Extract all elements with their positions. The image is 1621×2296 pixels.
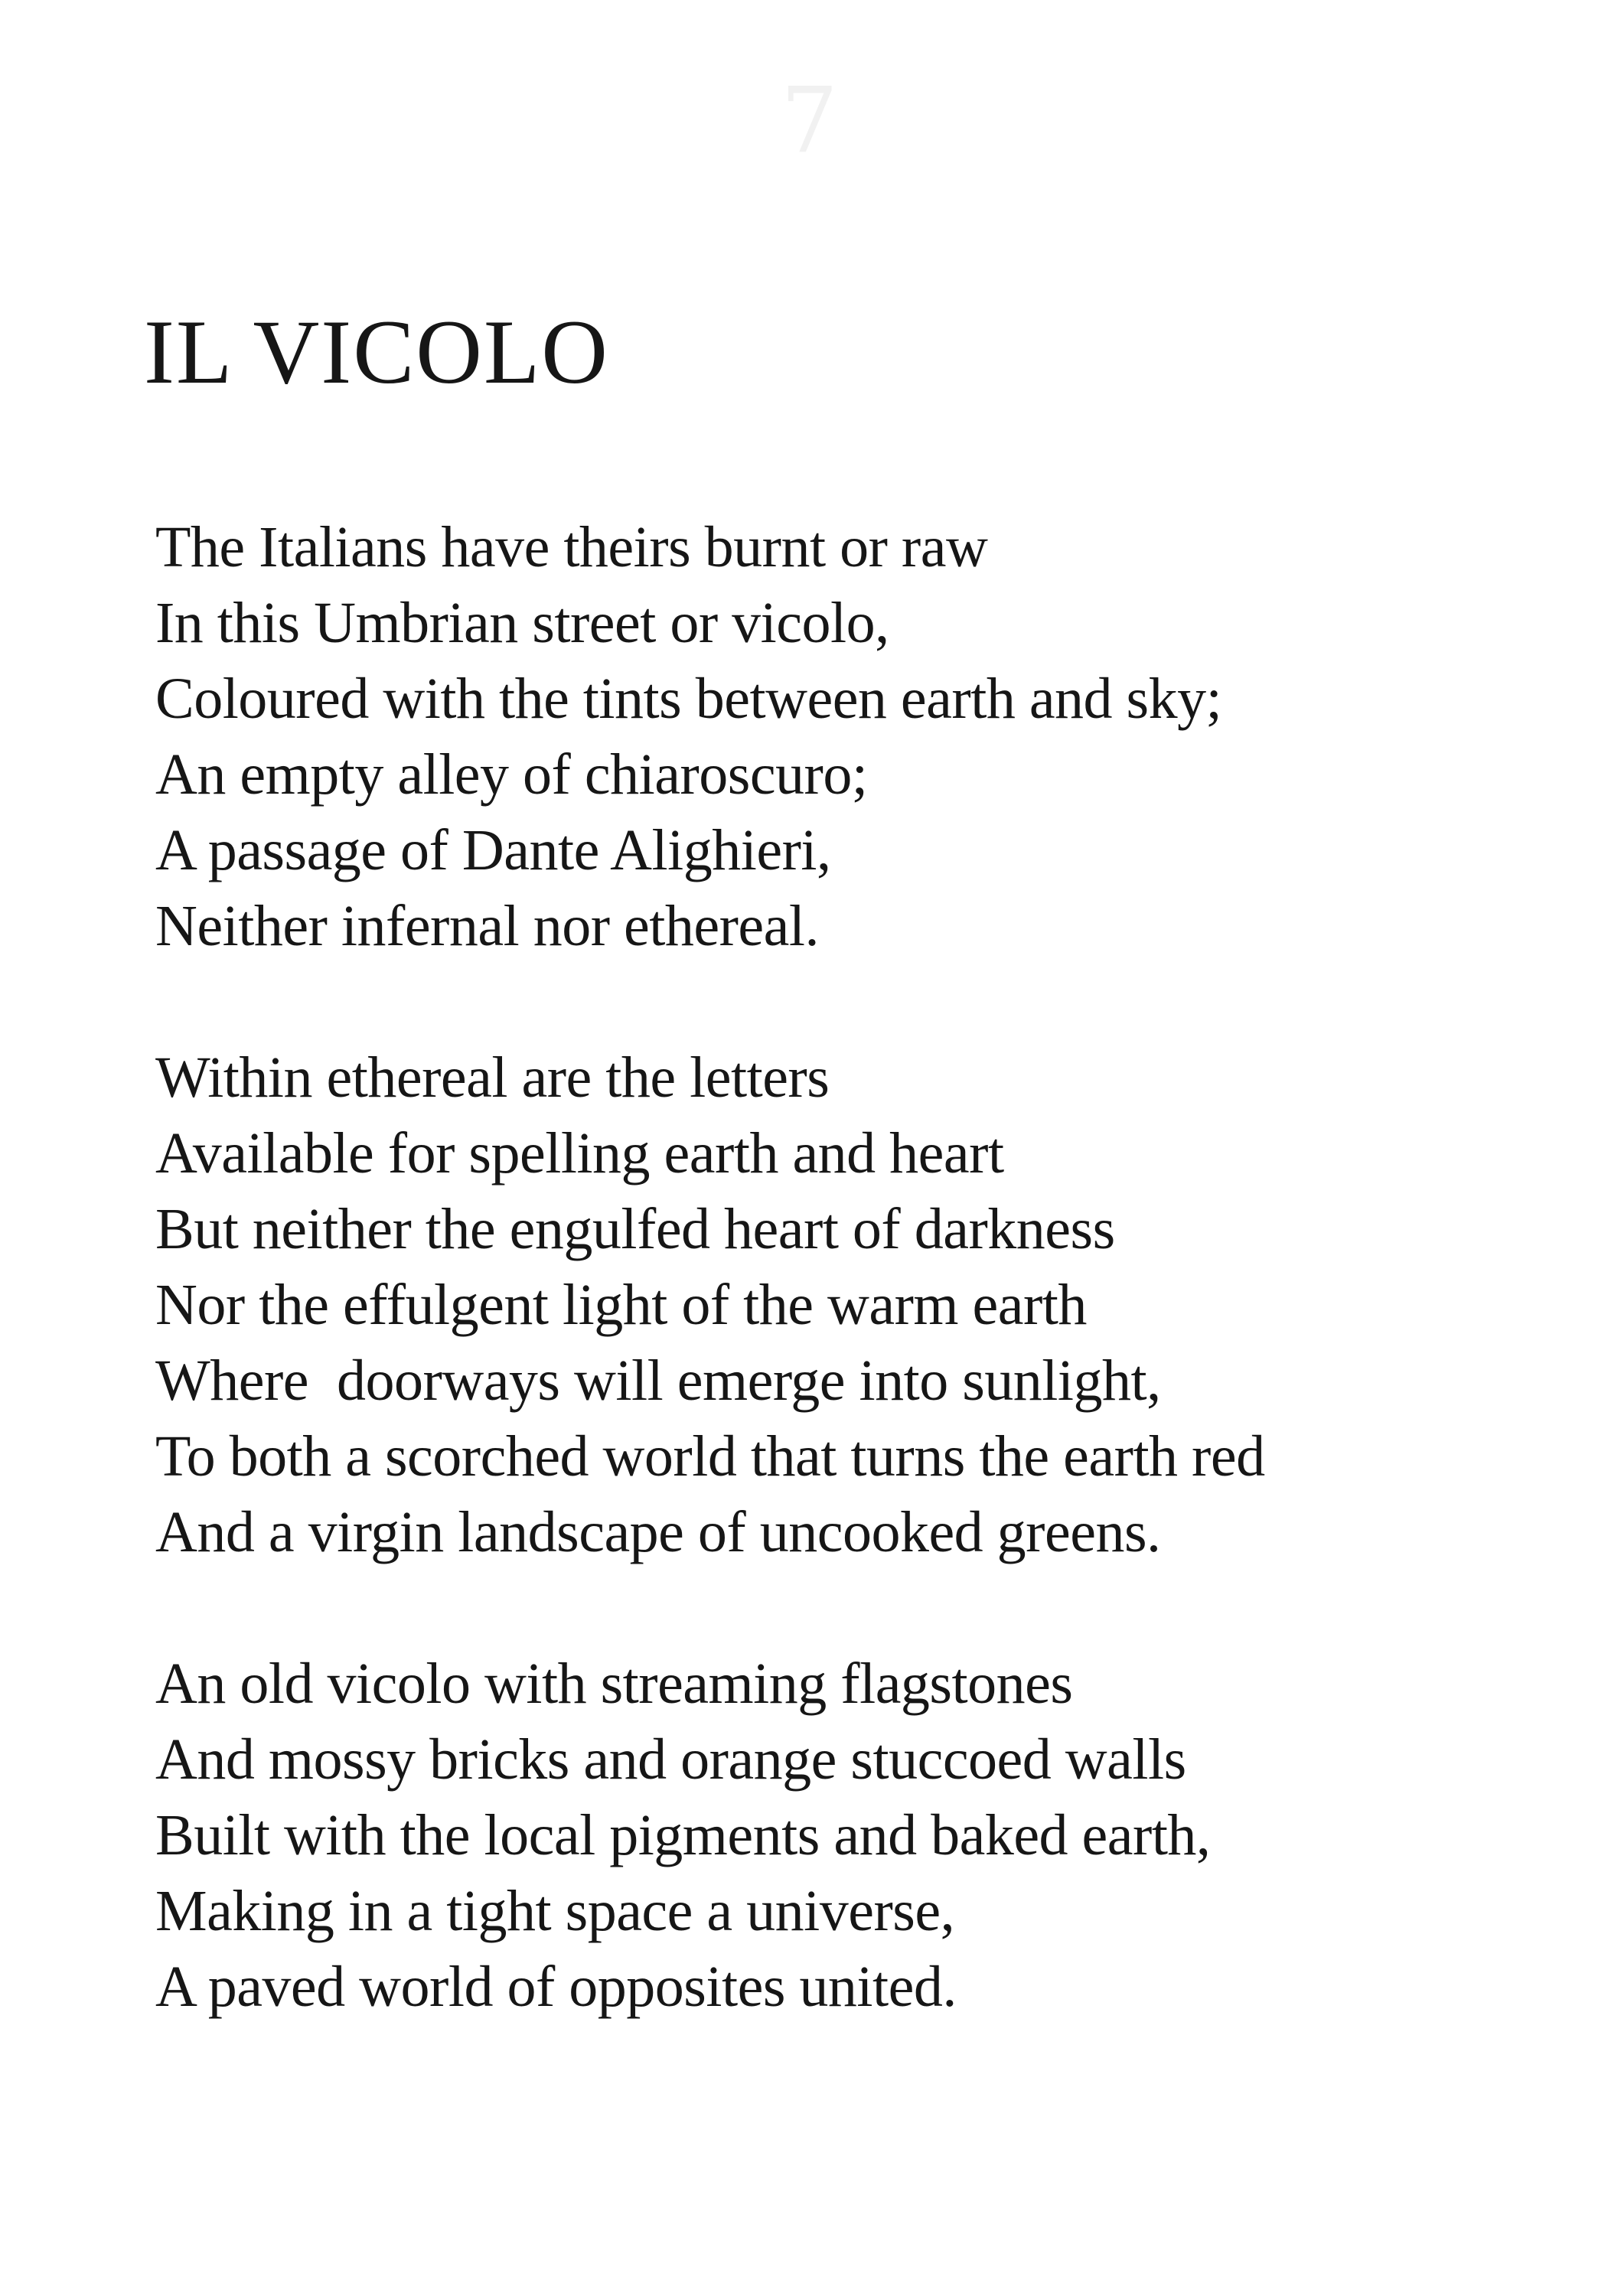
poem-line: The Italians have theirs burnt or raw bbox=[155, 515, 988, 579]
poem-line: And mossy bricks and orange stuccoed walls bbox=[155, 1727, 1186, 1792]
stanza-3 bbox=[155, 1646, 1265, 2025]
poem-line: In this Umbrian street or vicolo, bbox=[155, 591, 889, 655]
poem-line: An empty alley of chiaroscuro; bbox=[155, 742, 868, 807]
poem-line: Where doorways will emerge into sunlight, bbox=[155, 1349, 1161, 1413]
poem-line: Available for spelling earth and heart bbox=[155, 1121, 1004, 1186]
poem-line: Neither infernal nor ethereal. bbox=[155, 894, 819, 958]
poem-line: Coloured with the tints between earth and sky; bbox=[155, 667, 1222, 731]
poem-line: A passage of Dante Alighieri, bbox=[155, 818, 831, 882]
poem-line: And a virgin landscape of uncooked greens. bbox=[155, 1500, 1161, 1564]
stanza-2 bbox=[155, 1040, 1265, 1570]
stanza-1 bbox=[155, 510, 1265, 964]
poem-line: Nor the effulgent light of the warm earth bbox=[155, 1273, 1087, 1337]
poem-line: Built with the local pigments and baked earth, bbox=[155, 1803, 1211, 1867]
poem-line: But neither the engulfed heart of darkness bbox=[155, 1197, 1115, 1261]
poem-line: A paved world of opposites united. bbox=[155, 1955, 957, 2019]
poem-line: To both a scorched world that turns the earth red bbox=[155, 1424, 1265, 1489]
poem-line: An old vicolo with streaming flagstones bbox=[155, 1652, 1073, 1716]
faint-page-watermark: 7 bbox=[781, 67, 839, 173]
poem-line: Within ethereal are the letters bbox=[155, 1045, 830, 1110]
poem-body bbox=[155, 510, 1265, 2025]
poem-title: IL VICOLO bbox=[144, 301, 609, 403]
poem-line: Making in a tight space a universe, bbox=[155, 1879, 955, 1943]
